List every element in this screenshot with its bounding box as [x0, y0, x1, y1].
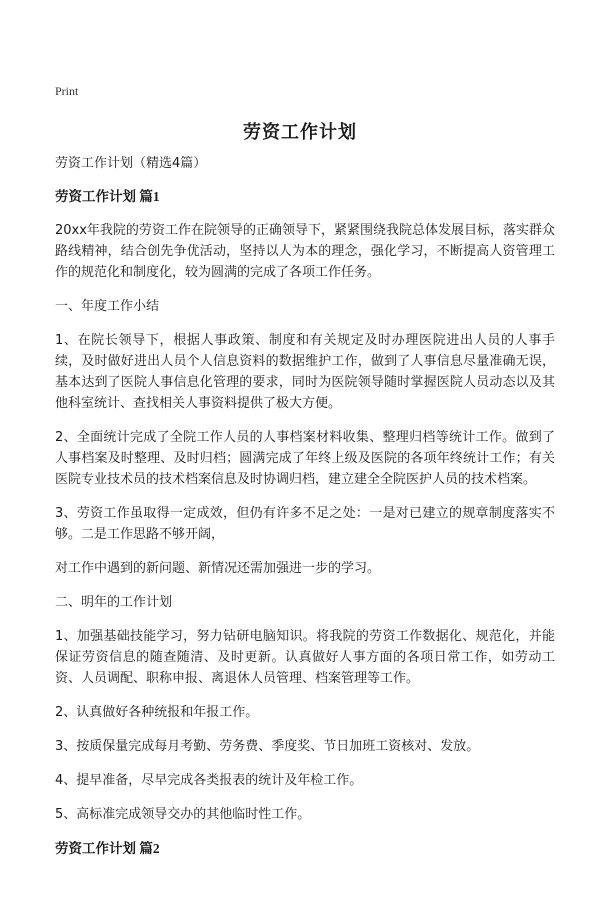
print-link[interactable]: Print [55, 84, 79, 98]
paragraph-plan-3: 3、按质保量完成每月考勤、劳务费、季度奖、节日加班工资核对、发放。 [55, 739, 480, 754]
paragraph-summary-1: 1、在院长领导下，根据人事政策、制度和有关规定及时办理医院进出人员的人事手续，及时做好进出人员个人信息资料的数据维护工作，做到了人事信息尽量准确无误，基本达到了医院人事信息化管理的要求，同时为医院领导随时掌握医院人员动态以及其他科室统计、查找相关人事资料提供了极大方便。 [55, 333, 555, 411]
paragraph-plan-2: 2、认真做好各种统报和年报工作。 [55, 705, 259, 720]
section-heading-1: 劳资工作计划 篇1 [55, 189, 160, 204]
paragraph-summary-2: 2、全面统计完成了全院工作人员的人事档案材料收集、整理归档等统计工作。做到了人事档案及时整理、及时归档；圆满完成了年终上级及医院的各项年终统计工作；有关医院专业技术员的技术档案信息及时协调归档，建立建全全院医护人员的技术档案。 [55, 430, 555, 487]
paragraph-plan-5: 5、高标准完成领导交办的其他临时性工作。 [55, 807, 311, 822]
paragraph-summary-3: 3、劳资工作虽取得一定成效，但仍有许多不足之处：一是对已建立的规章制度落实不够。二是工作思路不够开阔， [55, 506, 555, 542]
subheading-next-year-plan: 二、明年的工作计划 [55, 595, 173, 610]
paragraph-intro: 20xx年我院的劳资工作在院领导的正确领导下，紧紧围绕我院总体发展目标，落实群众路线精神，结合创先争优活动，坚持以人为本的理念，强化学习，不断提高人资管理工作的规范化和制度化，较为圆满的完成了各项工作任务。 [55, 223, 555, 280]
document-body [55, 153, 555, 872]
document-title: 劳资工作计划 [243, 122, 357, 143]
document-subtitle: 劳资工作计划（精选4篇） [55, 156, 207, 171]
paragraph-plan-4: 4、提早准备，尽早完成各类报表的统计及年检工作。 [55, 773, 363, 788]
paragraph-plan-1: 1、加强基础技能学习，努力钻研电脑知识。将我院的劳资工作数据化、规范化，并能保证劳资信息的随查随清、及时更新。认真做好人事方面的各项日常工作，如劳动工资、人员调配、职称申报、离退休人员管理、档案管理等工作。 [55, 629, 555, 686]
section-heading-2: 劳资工作计划 篇2 [55, 841, 160, 856]
paragraph-summary-3-cont: 对工作中遇到的新问题、新情况还需加强进一步的学习。 [55, 561, 381, 576]
subheading-annual-summary: 一、年度工作小结 [55, 299, 160, 314]
